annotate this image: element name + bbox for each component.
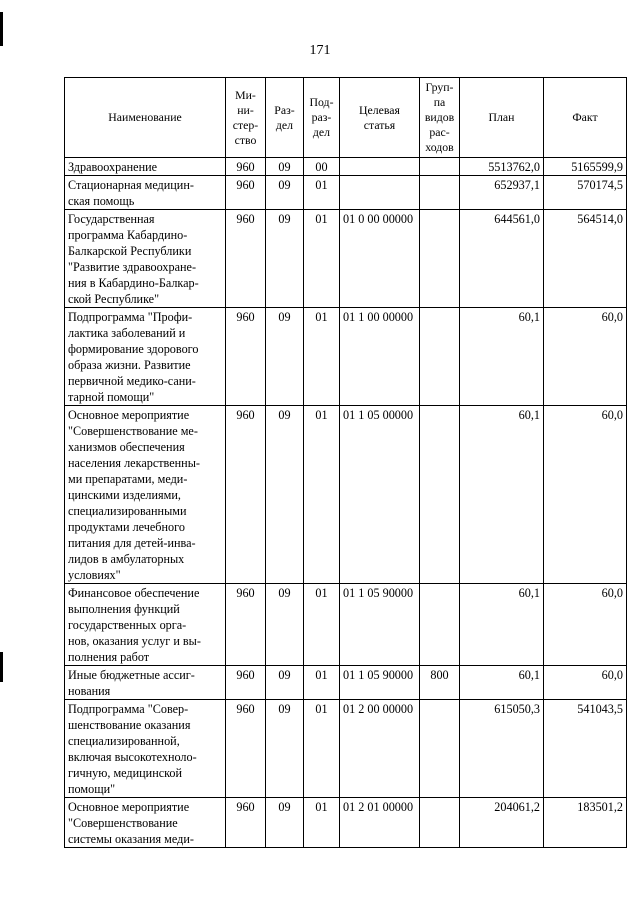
cell-plan: 60,1 [460, 406, 544, 584]
cell-target: 01 1 05 90000 [340, 584, 420, 666]
cell-section: 09 [266, 176, 304, 210]
cell-plan: 615050,3 [460, 700, 544, 798]
cell-ministry: 960 [226, 406, 266, 584]
header-target: Целевая статья [340, 78, 420, 158]
cell-name: Здравоохранение [65, 158, 226, 176]
cell-target: 01 1 00 00000 [340, 308, 420, 406]
table-row [65, 308, 627, 406]
scan-edge-mark-top [0, 12, 3, 46]
cell-subsection: 00 [304, 158, 340, 176]
cell-plan: 60,1 [460, 584, 544, 666]
cell-plan: 60,1 [460, 308, 544, 406]
table-row [65, 158, 627, 176]
cell-ministry: 960 [226, 700, 266, 798]
table-row [65, 700, 627, 798]
cell-ministry: 960 [226, 584, 266, 666]
cell-subsection: 01 [304, 308, 340, 406]
cell-section: 09 [266, 308, 304, 406]
cell-name: Финансовое обеспечение выполнения функций государственных орга- нов, оказания услуг и вы- полнения работ [65, 584, 226, 666]
cell-target: 01 0 00 00000 [340, 210, 420, 308]
cell-ministry: 960 [226, 798, 266, 848]
table-row [65, 584, 627, 666]
cell-name: Иные бюджетные ассиг- нования [65, 666, 226, 700]
cell-section: 09 [266, 210, 304, 308]
cell-subsection: 01 [304, 700, 340, 798]
header-subsection: Под- раз- дел [304, 78, 340, 158]
cell-fact: 5165599,9 [544, 158, 627, 176]
cell-target: 01 1 05 90000 [340, 666, 420, 700]
cell-section: 09 [266, 158, 304, 176]
table-row [65, 666, 627, 700]
cell-subsection: 01 [304, 176, 340, 210]
cell-target [340, 158, 420, 176]
cell-ministry: 960 [226, 210, 266, 308]
budget-table [64, 77, 627, 848]
cell-expense-group: 800 [420, 666, 460, 700]
cell-expense-group [420, 700, 460, 798]
cell-expense-group [420, 308, 460, 406]
cell-target: 01 1 05 00000 [340, 406, 420, 584]
cell-name: Основное мероприятие "Совершенствование ме- ханизмов обеспечения населения лекарственны- ми препаратами, меди- цинскими изделиями, специализированными продуктами лечебного питания для детей-инва- лидов в амбулаторных условиях" [65, 406, 226, 584]
cell-fact: 570174,5 [544, 176, 627, 210]
cell-name: Подпрограмма "Профи- лактика заболеваний и формирование здорового образа жизни. Развитие первичной медико-сани- тарной помощи" [65, 308, 226, 406]
header-name: Наименование [65, 78, 226, 158]
cell-expense-group [420, 584, 460, 666]
cell-name: Основное мероприятие "Совершенствование системы оказания меди- [65, 798, 226, 848]
table-body [65, 158, 627, 848]
cell-fact: 183501,2 [544, 798, 627, 848]
cell-target: 01 2 01 00000 [340, 798, 420, 848]
header-expense-group: Груп- па видов рас- ходов [420, 78, 460, 158]
scan-edge-mark-bottom [0, 652, 3, 682]
cell-subsection: 01 [304, 798, 340, 848]
cell-ministry: 960 [226, 158, 266, 176]
cell-plan: 644561,0 [460, 210, 544, 308]
header-fact: Факт [544, 78, 627, 158]
cell-target: 01 2 00 00000 [340, 700, 420, 798]
cell-section: 09 [266, 700, 304, 798]
table-row [65, 798, 627, 848]
table-header-row [65, 78, 627, 158]
cell-plan: 60,1 [460, 666, 544, 700]
cell-plan: 204061,2 [460, 798, 544, 848]
table-row [65, 176, 627, 210]
cell-expense-group [420, 406, 460, 584]
cell-expense-group [420, 798, 460, 848]
cell-expense-group [420, 176, 460, 210]
cell-fact: 60,0 [544, 584, 627, 666]
cell-section: 09 [266, 406, 304, 584]
header-section: Раз- дел [266, 78, 304, 158]
table-row [65, 210, 627, 308]
cell-target [340, 176, 420, 210]
cell-name: Подпрограмма "Совер- шенствование оказания специализированной, включая высокотехноло- гичную, медицинской помощи" [65, 700, 226, 798]
cell-section: 09 [266, 584, 304, 666]
cell-fact: 60,0 [544, 406, 627, 584]
cell-subsection: 01 [304, 210, 340, 308]
cell-name: Государственная программа Кабардино- Балкарской Республики "Развитие здравоохране- ния в Кабардино-Балкар- ской Республике" [65, 210, 226, 308]
page-number: 171 [309, 43, 331, 58]
cell-subsection: 01 [304, 666, 340, 700]
header-ministry: Ми- ни- стер- ство [226, 78, 266, 158]
cell-fact: 60,0 [544, 666, 627, 700]
header-plan: План [460, 78, 544, 158]
cell-section: 09 [266, 666, 304, 700]
cell-ministry: 960 [226, 666, 266, 700]
table-row [65, 406, 627, 584]
cell-plan: 5513762,0 [460, 158, 544, 176]
cell-subsection: 01 [304, 406, 340, 584]
cell-expense-group [420, 158, 460, 176]
cell-fact: 541043,5 [544, 700, 627, 798]
cell-expense-group [420, 210, 460, 308]
cell-section: 09 [266, 798, 304, 848]
cell-fact: 60,0 [544, 308, 627, 406]
cell-ministry: 960 [226, 176, 266, 210]
cell-name: Стационарная медицин- ская помощь [65, 176, 226, 210]
cell-fact: 564514,0 [544, 210, 627, 308]
cell-ministry: 960 [226, 308, 266, 406]
cell-plan: 652937,1 [460, 176, 544, 210]
cell-subsection: 01 [304, 584, 340, 666]
